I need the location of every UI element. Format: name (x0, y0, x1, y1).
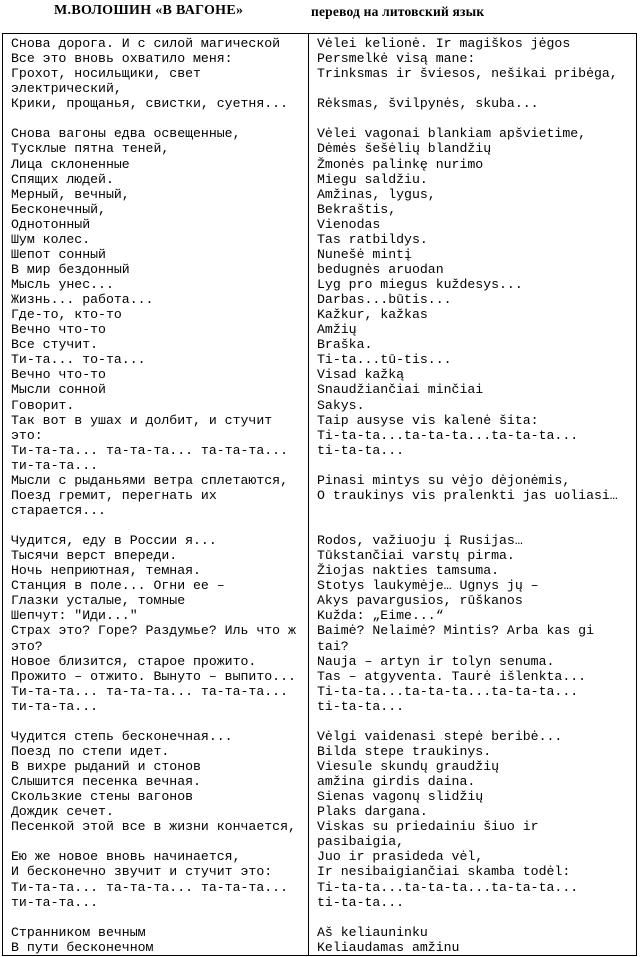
poem-line: Trinksmas ir šviesos, nešikai pribėga, (317, 66, 618, 82)
poem-line: Так вот в ушах и долбит, и стучит (11, 412, 273, 428)
poem-line: Rodos, važiuoju į Rusijas… (317, 533, 523, 549)
poem-line: Nauja – artyn ir tolyn senuma. (317, 653, 555, 669)
poem-line (317, 503, 636, 518)
poem-line: Miegu saldžiu. (317, 171, 428, 187)
poem-line: старается... (11, 502, 106, 518)
poem-line: ti-ta-ta... (317, 698, 405, 714)
poem-line: Снова дорога. И с силой магической (11, 36, 281, 51)
poem-line: Vėlei kelionė. Ir magiškos jėgos (317, 36, 571, 51)
poem-line: Vienodas (317, 216, 381, 232)
poem-line: Amžinas, lygus, (317, 186, 436, 202)
poem-line: Sienas vagonų slidžių (317, 789, 484, 805)
poem-line: Baimė? Nelaimė? Mintis? Arba kas gi (317, 623, 594, 639)
poem-line: Тусклые пятна теней, (11, 141, 170, 157)
poem-line: ti-ta-ta... (317, 442, 405, 458)
poem-line: Plaks dargana. (317, 804, 428, 820)
poem-line: Шум колес. (11, 231, 91, 247)
poem-line: Ти-та-та... та-та-та... та-та-та... (11, 879, 288, 895)
poem-line: Крики, прощанья, свистки, суетня... (11, 96, 288, 112)
poem-line: Вечно что-то (11, 322, 106, 338)
poem-line: Rėksmas, švilpynės, skuba... (317, 96, 539, 112)
poem-line: Поезд по степи идет. (11, 743, 170, 759)
poem-line: Ею же новое вновь начинается, (11, 849, 241, 865)
poem-line: Keliaudamas amžinu (317, 939, 460, 955)
poem-line: Sakys. (317, 397, 365, 413)
poem-line: Скользкие стены вагонов (11, 789, 194, 805)
poem-line: Станция в поле... Огни ее – (11, 578, 225, 594)
russian-poem-column (3, 34, 309, 955)
poem-line: Ти-та-та... та-та-та... та-та-та... (11, 442, 288, 458)
poem-line: В мир бездонный (11, 261, 130, 277)
poem-line: Спящих людей. (11, 171, 114, 187)
poem-line (317, 518, 636, 533)
poem-line: Žmonės palinkę nurimo (317, 156, 484, 172)
poem-line: Дождик сечет. (11, 804, 114, 820)
poem-line: В вихре рыданий и стонов (11, 759, 201, 774)
poem-line: ти-та-та... (11, 894, 99, 910)
poem-line: Žiojas nakties tamsuma. (317, 563, 500, 579)
poem-line: Akys pavargusios, rūškanos (317, 593, 523, 609)
poem-line: Vėlei vagonai blankiam apšvietime, (317, 126, 587, 142)
poem-line: Говорит. (11, 397, 75, 413)
lithuanian-poem-column (309, 34, 636, 955)
poem-line: И бесконечно звучит и стучит это: (11, 864, 273, 880)
poem-line: Мерный, вечный, (11, 186, 130, 202)
poem-line: ti-ta-ta... (317, 894, 405, 910)
poem-line: tai? (317, 638, 349, 654)
poem-line (11, 518, 308, 533)
poem-line (317, 81, 636, 96)
poem-line: Песенкой этой все в жизни кончается, (11, 819, 296, 835)
poem-title: М.ВОЛОШИН «В ВАГОНЕ» (54, 3, 244, 18)
poem-line: Braška. (317, 337, 373, 353)
poem-line: Мысли с рыданьями ветра сплетаются, (11, 472, 288, 488)
poem-line: Kužda: „Eime...“ (317, 608, 444, 624)
poem-line: ти-та-та... (11, 698, 99, 714)
poem-line: Tūkstančiai varstų pirma. (317, 548, 515, 564)
poem-line: Viesule skundų graudžių (317, 759, 500, 774)
poem-line: Lyg pro miegus kuždesys... (317, 277, 523, 292)
poem-line: Pinasi mintys su vėjo dėjonėmis, (317, 472, 571, 488)
poem-line: Ti-ta-ta...ta-ta-ta...ta-ta-ta... (317, 427, 579, 443)
poem-line (11, 111, 308, 126)
poem-line: amžina girdis daina. (317, 774, 476, 790)
poem-line: Taip ausyse vis kalenė šita: (317, 412, 539, 428)
poem-line: Dėmės šešėlių blandžių (317, 141, 492, 157)
poem-line: Vėlgi vaidenasi stepė beribė... (317, 728, 563, 744)
poem-line: Bekraštis, (317, 201, 397, 217)
poem-line (317, 910, 636, 925)
poem-line: Ночь неприютная, темная. (11, 563, 201, 579)
poem-line: Новое близится, старое прожито. (11, 653, 257, 669)
poem-line (11, 834, 308, 849)
poem-line: Мысль унес... (11, 277, 114, 292)
poem-table (2, 33, 637, 956)
poem-line: Жизнь... работа... (11, 292, 154, 308)
poem-line: Все стучит. (11, 337, 99, 353)
poem-line: Странником вечным (11, 924, 146, 940)
poem-line: Visad kažką (317, 367, 405, 383)
poem-line: ти-та-та... (11, 457, 99, 473)
poem-line: это? (11, 638, 43, 654)
poem-line: Мысли сонной (11, 382, 106, 398)
poem-line: Aš keliauninku (317, 924, 428, 940)
poem-line: Ir nesibaigiančiai skamba todėl: (317, 864, 571, 880)
poem-line: Ти-та-та... та-та-та... та-та-та... (11, 683, 288, 699)
poem-line: Bilda stepe traukinys. (317, 743, 492, 759)
poem-line: Чудится, еду в России я... (11, 533, 217, 549)
poem-line: Snaudžiančiai minčiai (317, 382, 484, 398)
poem-line: Ти-та... то-та... (11, 352, 146, 368)
poem-line: O traukinys vis pralenkti jas uoliasi… (317, 487, 618, 503)
poem-line: электрический, (11, 81, 122, 97)
poem-line: Stotys laukymėje… Ugnys jų – (317, 578, 539, 594)
poem-line: Шепот сонный (11, 246, 106, 262)
poem-line: Persmelkė visą mane: (317, 51, 476, 67)
poem-line: Лица склоненные (11, 156, 130, 172)
poem-line: Juo ir prasideda vėl, (317, 849, 484, 865)
poem-line: Tas ratbildys. (317, 231, 428, 247)
poem-line: Шепчут: "Иди..." (11, 608, 138, 624)
poem-line: Tas – atgyventa. Taurė išlenkta... (317, 668, 587, 684)
poem-line: это: (11, 427, 43, 443)
poem-line: Страх это? Горе? Раздумье? Иль что ж (11, 623, 296, 639)
poem-line: Darbas...būtis... (317, 292, 452, 308)
poem-line (317, 714, 636, 729)
poem-line: Ti-ta...tū-tis... (317, 352, 452, 368)
poem-line: Nunešė mintį (317, 246, 412, 262)
poem-line: Ti-ta-ta...ta-ta-ta...ta-ta-ta... (317, 879, 579, 895)
poem-line: В пути бесконечном (11, 939, 154, 955)
poem-line: Viskas su priedainiu šiuo ir (317, 819, 539, 835)
poem-line: pasibaigia, (317, 834, 405, 850)
poem-line: Тысячи верст впереди. (11, 548, 178, 564)
poem-line: Слышится песенка вечная. (11, 774, 201, 790)
poem-line: Ti-ta-ta...ta-ta-ta...ta-ta-ta... (317, 683, 579, 699)
poem-line: Однотонный (11, 216, 91, 232)
poem-line: Грохот, носильщики, свет (11, 66, 201, 82)
poem-line: bedugnės aruodan (317, 261, 444, 277)
poem-line: Поезд гремит, перегнать их (11, 487, 217, 503)
poem-line: Глазки усталые, томные (11, 593, 186, 609)
poem-line: Прожито – отжито. Вынуто – выпито... (11, 668, 296, 684)
poem-line (317, 111, 636, 126)
poem-line (11, 910, 308, 925)
poem-line (11, 714, 308, 729)
poem-line: Снова вагоны едва освещенные, (11, 126, 241, 142)
poem-line: Все это вновь охватило меня: (11, 51, 233, 67)
poem-line: Kažkur, kažkas (317, 307, 428, 323)
poem-line: Где-то, кто-то (11, 307, 122, 323)
poem-line: Amžių (317, 322, 357, 338)
translation-language-label: перевод на литовский язык (311, 4, 485, 19)
poem-line: Чудится степь бесконечная... (11, 728, 233, 744)
poem-line (317, 458, 636, 473)
poem-line: Бесконечный, (11, 201, 106, 217)
poem-line: Вечно что-то (11, 367, 106, 383)
